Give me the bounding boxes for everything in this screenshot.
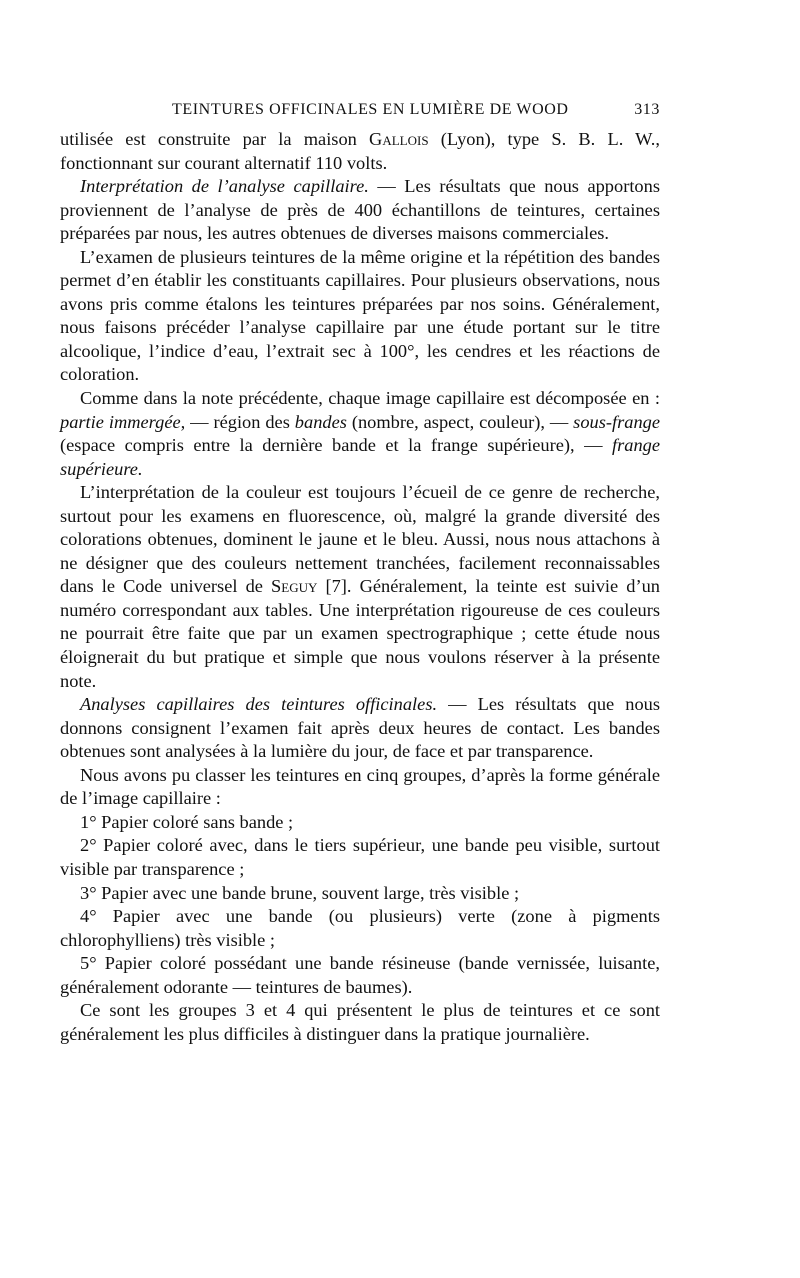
term-italic: partie immergée, [60,411,186,432]
text-run: — région des [185,411,295,432]
text-run: (espace compris entre la dernière bande et la frange supérieure), — [60,435,612,456]
text-run: Comme dans la note précédente, chaque image capillaire est décomposée en : [80,388,660,409]
page-number: 313 [634,101,660,118]
group-item: 1° Papier coloré sans bande ; [80,811,294,832]
text-run: — Les résultats que nous donnons consignent l’examen fait après deux heures de contact. Les bandes obtenues sont analysées à la lumière du jour, de face et par transparence. [60,694,660,762]
group-item: 4° Papier avec une bande (ou plusieurs) verte (zone à pigments chlorophylliens) très visible ; [60,906,660,950]
paragraph-decomposition [60,387,660,481]
running-header [60,101,660,119]
maker-name: Gallois [369,129,429,149]
group-item: 3° Papier avec une bande brune, souvent large, très visible ; [80,882,520,903]
paragraph-examen: L’examen de plusieurs teintures de la même origine et la répétition des bandes permet d’en établir les constituants capillaires. Pour plusieurs observations, nous avons pris comme étalons les teintures préparées par nos soins. Généralement, nous faisons précéder l’analyse capillaire par une étude portant sur le titre alcoolique, l’indice d’eau, l’extrait sec à 100°, les cendres et les réactions de coloration. [60,246,660,385]
term-italic: sous-frange [573,411,660,432]
paragraph-groupes: Nous avons pu classer les teintures en cinq groupes, d’après la forme générale de l’image capillaire : [60,764,660,809]
section-heading: Analyses capillaires des teintures officinales. [80,694,438,715]
text-run: (nombre, aspect, couleur), — [346,411,574,432]
text-run: (Lyon), type S. B. L. W., fonctionnant sur courant alternatif 110 volts. [60,129,661,173]
paragraph-continuation [60,128,660,175]
text-run: — Les résultats que nous apportons proviennent de l’analyse de près de 400 échantillons de teintures, certaines préparées par nous, les autres obtenues de diverses maisons commerciales. [60,176,660,244]
text-run: L’interprétation de la couleur est toujours l’écueil de ce genre de recherche, surtout pour les examens en fluorescence, où, malgré la grande diversité des colorations obtenues, dominent le jaune et le bleu. Aussi, nous nous attachons à ne désigner que des couleurs nettement tranchées, facilement reconnaissables dans le Code universel de [60,482,660,597]
body-text [60,128,660,1046]
paragraph-interpretation [60,175,660,246]
paragraph-conclusion: Ce sont les groupes 3 et 4 qui présentent le plus de teintures et ce sont généralement les plus difficiles à distinguer dans la pratique journalière. [60,1000,660,1044]
section-heading: Interprétation de l’analyse capillaire. [80,176,369,197]
group-item: 2° Papier coloré avec, dans le tiers supérieur, une bande peu visible, surtout visible par transparence ; [60,835,660,879]
paragraph-analyses [60,693,660,764]
term-italic: bandes [294,411,347,432]
text-run: [7]. Généralement, la teinte est suivie d’un numéro correspondant aux tables. Une interprétation rigoureuse de ces couleurs ne pourrait être faite que par un examen spectrographique ; cette étude nous éloignerait du but pratique et simple que nous voulons réserver à la présente note. [60,576,660,691]
text-run: utilisée est construite par la maison [60,129,370,149]
paragraph-couleur [60,481,660,693]
term-italic: frange supérieure. [60,435,660,479]
author-name: Seguy [271,576,318,597]
running-title: TEINTURES OFFICINALES EN LUMIÈRE DE WOOD [172,101,569,118]
group-item: 5° Papier coloré possédant une bande résineuse (bande vernissée, luisante, généralement odorante — teintures de baumes). [60,953,660,997]
